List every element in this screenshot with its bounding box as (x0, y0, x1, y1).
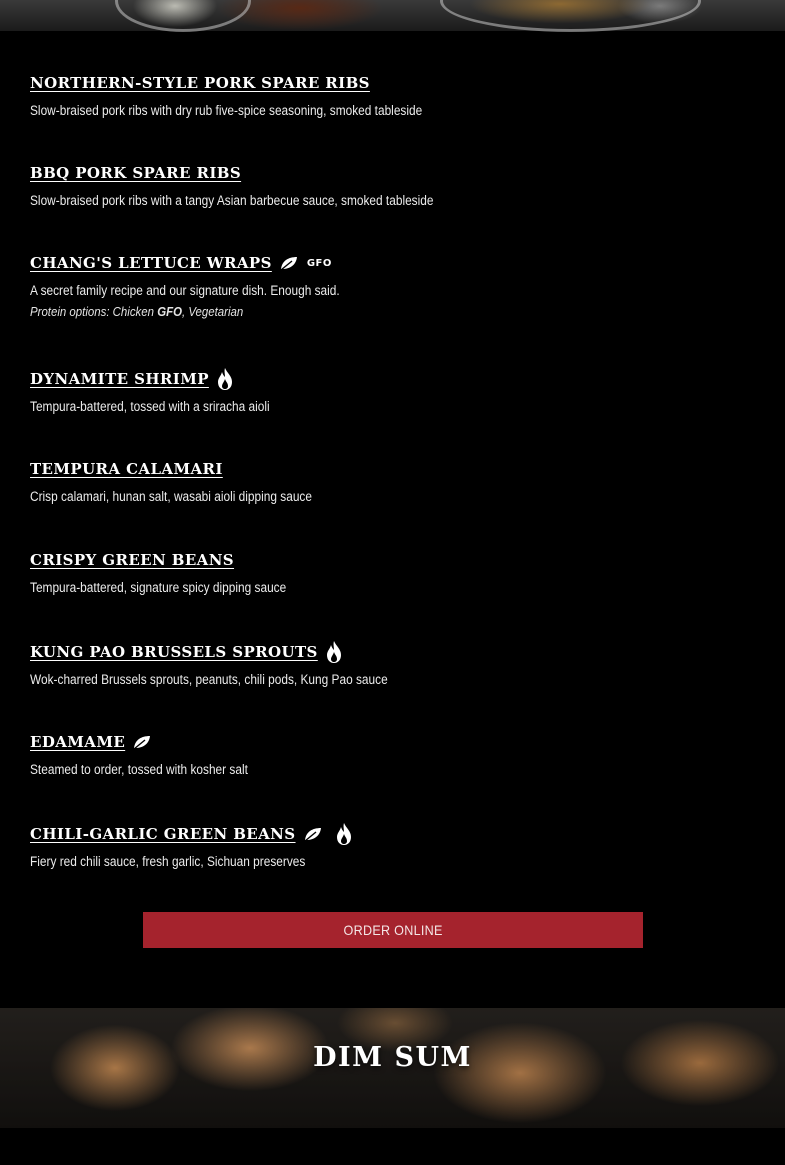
dim-sum-banner (0, 1008, 785, 1128)
menu-item-description: Slow-braised pork ribs with dry rub five-spice seasoning, smoked tableside (30, 103, 423, 118)
hero-image-top (0, 0, 785, 31)
menu-item-description: Crisp calamari, hunan salt, wasabi aioli dipping sauce (30, 489, 312, 504)
bowl-shape (440, 0, 701, 32)
menu-item (30, 457, 350, 504)
menu-item (30, 640, 436, 687)
menu-item-title[interactable]: CHANG'S LETTUCE WRAPS (30, 254, 272, 272)
menu-item-title[interactable]: DYNAMITE SHRIMP (30, 370, 209, 388)
section-title: DIM SUM (313, 1042, 472, 1073)
menu-item-title[interactable]: EDAMAME (30, 733, 126, 751)
leaf-icon (132, 734, 152, 750)
menu-item-title[interactable]: BBQ PORK SPARE RIBS (30, 164, 242, 182)
menu-item-title[interactable]: TEMPURA CALAMARI (30, 460, 223, 478)
menu-item-description: Slow-braised pork ribs with a tangy Asian barbecue sauce, smoked tableside (30, 193, 434, 208)
flame-icon (335, 822, 353, 846)
note-gfo: GFO (157, 304, 182, 319)
bowl-shape (115, 0, 251, 32)
menu-item-description: A secret family recipe and our signature dish. Enough said. (30, 283, 340, 298)
menu-item-title[interactable]: NORTHERN-STYLE PORK SPARE RIBS (30, 74, 370, 92)
note-suffix: , Vegetarian (181, 304, 244, 319)
flame-icon (325, 640, 343, 664)
leaf-icon (303, 826, 323, 842)
order-online-label: ORDER ONLINE (343, 922, 443, 938)
menu-item (30, 367, 302, 414)
menu-item (30, 548, 321, 595)
menu-item-description: Fiery red chili sauce, fresh garlic, Sichuan preserves (30, 854, 306, 869)
menu-item-description: Tempura-battered, tossed with a sriracha aioli (30, 399, 270, 414)
flame-icon (216, 367, 234, 391)
menu-item-title[interactable]: CRISPY GREEN BEANS (30, 551, 235, 569)
menu-item-description: Steamed to order, tossed with kosher salt (30, 762, 248, 777)
note-prefix: Protein options: Chicken (30, 304, 158, 319)
gfo-badge: GFO (306, 257, 332, 269)
menu-item-description: Wok-charred Brussels sprouts, peanuts, chili pods, Kung Pao sauce (30, 672, 388, 687)
menu-item (30, 71, 476, 118)
menu-item-title[interactable]: KUNG PAO BRUSSELS SPROUTS (30, 643, 318, 661)
protein-options-note (30, 304, 340, 319)
menu-item-title[interactable]: CHILI-GARLIC GREEN BEANS (30, 825, 296, 843)
menu-item (30, 730, 278, 777)
menu-item (30, 822, 353, 869)
order-online-button[interactable] (143, 912, 643, 948)
menu-item-description: Tempura-battered, signature spicy dipping sauce (30, 580, 287, 595)
menu-item (30, 251, 382, 319)
menu-item (30, 161, 489, 208)
leaf-icon (279, 255, 299, 271)
